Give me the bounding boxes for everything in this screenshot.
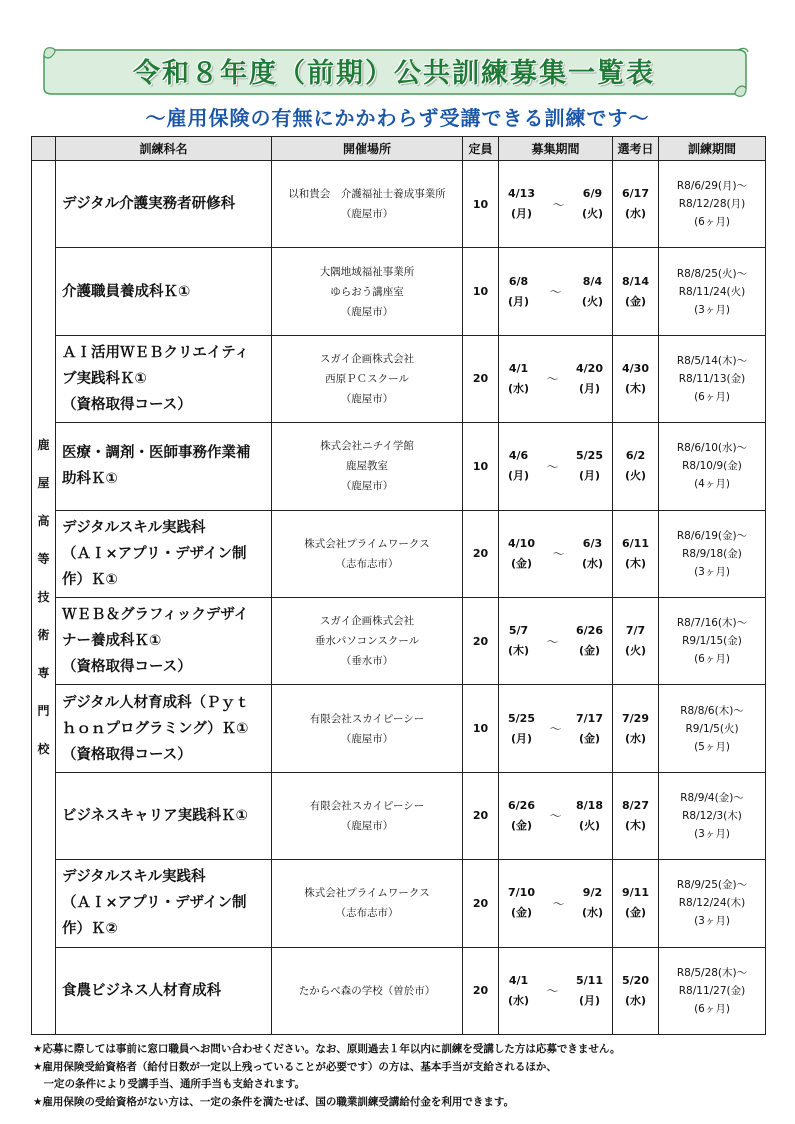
recruit-start-line: 4/6 <box>508 449 529 463</box>
training-period <box>659 685 766 772</box>
recruit-start <box>508 621 529 661</box>
training-period <box>659 772 766 859</box>
selection-date <box>613 860 659 947</box>
training-period-line: (3ヶ月) <box>694 915 730 928</box>
title-banner <box>38 44 750 102</box>
training-period-line: R8/6/29(月)～ <box>676 180 748 193</box>
venue-line: （志布志市） <box>335 557 399 570</box>
course-name-line: 作）Ｋ① <box>62 571 118 588</box>
training-period-line: R8/11/27(金) <box>678 984 746 997</box>
course-name-line: ｈｏｎプログラミング）Ｋ① <box>62 720 249 737</box>
selection-date <box>613 597 659 684</box>
training-period-line: (5ヶ月) <box>694 740 730 753</box>
page-title: 令和８年度（前期）公共訓練募集一覧表 <box>133 58 655 89</box>
recruit-end <box>576 796 603 836</box>
recruit-end-line: 6/9 <box>582 187 603 201</box>
course-name <box>56 597 272 684</box>
selection-date <box>613 947 659 1034</box>
capacity: 10 <box>463 423 499 510</box>
capacity: 20 <box>463 510 499 597</box>
venue <box>272 947 463 1034</box>
course-name-line: 作）Ｋ② <box>62 921 118 938</box>
capacity: 20 <box>463 772 499 859</box>
table-row <box>32 510 766 597</box>
table-row <box>32 597 766 684</box>
recruit-end <box>576 359 603 399</box>
recruit-tilde: ～ <box>549 285 562 300</box>
selection-date-line: (木) <box>624 381 647 395</box>
recruit-period <box>499 772 613 859</box>
venue <box>272 510 463 597</box>
recruit-end-line: 9/2 <box>582 886 603 900</box>
venue <box>272 597 463 684</box>
course-name <box>56 423 272 510</box>
recruit-period-wrap <box>499 709 612 749</box>
selection-date <box>613 161 659 248</box>
header-recruit-period: 募集期間 <box>499 137 613 161</box>
training-period-line: R8/9/18(金) <box>682 547 742 560</box>
course-name <box>56 860 272 947</box>
recruit-start-line: (月) <box>510 731 533 745</box>
selection-date <box>613 248 659 335</box>
selection-date <box>613 423 659 510</box>
recruit-end-line: (火) <box>581 207 603 221</box>
recruit-end-line: (月) <box>578 381 601 395</box>
note-line: ★応募に際しては事前に窓口職員へお問い合わせください。なお、原則過去１年以内に訓練を受講した方は応募できません。 <box>33 1043 621 1055</box>
recruit-end-line: (水) <box>581 906 603 920</box>
training-period-line: R8/9/4(金)～ <box>680 791 744 804</box>
recruit-tilde: ～ <box>552 547 565 562</box>
venue-line: （鹿屋市） <box>340 392 394 405</box>
venue-line: 株式会社ニチイ学館 <box>320 440 414 453</box>
venue-line: 垂水パソコンスクール <box>314 635 420 648</box>
course-name-line: ＷＥＢ＆グラフィックデザイ <box>62 607 249 624</box>
recruit-end-line: (火) <box>581 294 603 308</box>
recruit-start-line: (月) <box>508 294 530 308</box>
recruit-start-line: (木) <box>508 644 530 658</box>
venue-line: 以和貴会 介護福祉士養成事業所 <box>288 188 446 201</box>
course-name-line: デジタルスキル実践科 <box>62 519 206 536</box>
recruit-end-line: (月) <box>578 993 601 1007</box>
course-name-line: ブ実践科Ｋ① <box>62 370 147 387</box>
header-venue: 開催場所 <box>272 137 463 161</box>
selection-date-line: 8/27 <box>622 798 649 812</box>
recruit-end-line: (水) <box>581 556 603 570</box>
training-period-line: R9/1/5(火) <box>685 722 739 735</box>
selection-date-line: 7/29 <box>622 711 649 725</box>
school-name-char: 技 <box>37 590 50 605</box>
course-name <box>56 510 272 597</box>
recruit-tilde: ～ <box>546 634 559 649</box>
recruit-start <box>508 184 535 224</box>
training-period <box>659 860 766 947</box>
recruit-end <box>576 709 603 749</box>
recruit-end-line: 8/18 <box>576 798 603 812</box>
recruit-period <box>499 161 613 248</box>
training-period-line: R8/12/28(月) <box>678 198 746 211</box>
table-row <box>32 860 766 947</box>
venue-line: スガイ企画株式会社 <box>319 615 415 628</box>
venue <box>272 335 463 422</box>
recruit-start-line: 4/1 <box>508 361 529 375</box>
capacity: 10 <box>463 248 499 335</box>
selection-date-line: (火) <box>624 644 647 658</box>
school-name-char: 校 <box>37 742 50 757</box>
capacity: 20 <box>463 597 499 684</box>
course-name <box>56 248 272 335</box>
training-period <box>659 597 766 684</box>
capacity: 20 <box>463 860 499 947</box>
selection-date <box>613 335 659 422</box>
selection-date-line: (火) <box>624 469 647 483</box>
note-line: ★雇用保険受給資格者（給付日数が一定以上残っていることが必要です）の方は、基本手当が支給されるほか、 <box>33 1060 557 1073</box>
header-capacity: 定員 <box>463 137 499 161</box>
selection-date-line: 8/14 <box>622 274 649 288</box>
selection-date-line: 7/7 <box>625 624 646 638</box>
recruit-period <box>499 947 613 1034</box>
recruit-period <box>499 685 613 772</box>
recruit-period <box>499 335 613 422</box>
training-period <box>659 248 766 335</box>
course-name-line: 食農ビジネス人材育成科 <box>62 982 222 999</box>
capacity: 10 <box>463 161 499 248</box>
recruit-period-wrap <box>499 534 612 574</box>
course-name-line: デジタル人材育成科（Ｐｙｔ <box>62 694 250 711</box>
venue <box>272 685 463 772</box>
venue-line: （鹿屋市） <box>340 305 394 318</box>
selection-date-line: 4/30 <box>622 361 649 375</box>
training-period-line: R8/12/3(木) <box>682 809 742 822</box>
selection-date-line: 6/11 <box>622 536 649 550</box>
training-period-line: (6ヶ月) <box>694 653 730 666</box>
training-period-line: R8/9/25(金)～ <box>676 879 748 892</box>
venue <box>272 161 463 248</box>
venue-line: （志布志市） <box>335 907 399 920</box>
venue-line: 大隅地域福祉事業所 <box>319 265 415 278</box>
venue-line: （鹿屋市） <box>340 480 394 493</box>
recruit-start-line: (金) <box>510 556 533 570</box>
recruit-end <box>582 272 603 312</box>
recruit-end-line: (金) <box>578 731 601 745</box>
course-name-line: （資格取得コース） <box>62 659 192 676</box>
training-period-line: R8/6/19(金)～ <box>676 529 748 542</box>
course-name <box>56 685 272 772</box>
recruit-period <box>499 423 613 510</box>
selection-date-line: (水) <box>624 207 647 221</box>
training-period <box>659 947 766 1034</box>
course-name-line: 介護職員養成科Ｋ① <box>62 283 191 300</box>
course-name-line: デジタルスキル実践科 <box>62 869 206 886</box>
recruit-start-line: (金) <box>510 818 533 832</box>
school-name-char: 門 <box>37 704 50 719</box>
training-period-line: (3ヶ月) <box>694 827 730 840</box>
recruit-tilde: ～ <box>552 197 565 212</box>
course-name-line: ビジネスキャリア実践科Ｋ① <box>62 807 248 824</box>
notes <box>33 1041 773 1111</box>
venue-line: たからべ森の学校（曽於市） <box>298 984 436 997</box>
training-period-line: R8/8/6(木)～ <box>680 704 744 717</box>
page-subtitle: ～雇用保険の有無にかかわらず受講できる訓練です～ <box>145 106 650 130</box>
recruit-end <box>576 971 603 1011</box>
recruit-start-line: 5/7 <box>508 624 529 638</box>
selection-date <box>613 685 659 772</box>
training-period-line: R8/8/25(火)～ <box>676 267 748 280</box>
recruit-start <box>508 883 535 923</box>
recruit-period <box>499 860 613 947</box>
recruit-end <box>582 184 603 224</box>
course-name-line: ＡＩ活用ＷＥＢクリエイティ <box>62 344 250 361</box>
training-period <box>659 423 766 510</box>
recruit-period-wrap <box>499 272 612 312</box>
course-name-line: 医療・調剤・医師事務作業補 <box>62 445 251 462</box>
recruit-end-line: 6/3 <box>582 536 603 550</box>
recruit-end <box>576 446 603 486</box>
course-name <box>56 947 272 1034</box>
capacity: 10 <box>463 685 499 772</box>
selection-date-line: (木) <box>624 556 647 570</box>
venue-line: スガイ企画株式会社 <box>319 352 415 365</box>
venue-line: （鹿屋市） <box>340 819 394 832</box>
selection-date <box>613 510 659 597</box>
header-school-cell <box>32 137 56 161</box>
recruit-start-line: (月) <box>510 207 533 221</box>
school-name-char: 専 <box>37 666 50 681</box>
recruit-start-line: (金) <box>510 906 533 920</box>
recruit-start <box>508 796 535 836</box>
venue-line: 有限会社スカイピーシー <box>309 712 425 725</box>
training-period-line: R8/11/24(火) <box>678 285 746 298</box>
course-name-line: （資格取得コース） <box>62 746 192 763</box>
recruit-start <box>508 359 529 399</box>
recruit-end-line: (火) <box>578 818 601 832</box>
training-period-line: (6ヶ月) <box>694 390 730 403</box>
training-period-line: R8/10/9(金) <box>682 460 742 473</box>
school-name-char: 屋 <box>37 476 50 491</box>
school-name-char: 鹿 <box>37 438 50 453</box>
recruit-end <box>582 534 603 574</box>
selection-date-line: 9/11 <box>622 886 649 900</box>
venue-line: 有限会社スカイピーシー <box>309 799 425 812</box>
recruit-period-wrap <box>499 971 612 1011</box>
selection-date-line: 6/2 <box>625 449 646 463</box>
selection-date-line: (金) <box>624 294 647 308</box>
table-row <box>32 423 766 510</box>
venue-line: （鹿屋市） <box>340 732 394 745</box>
recruit-start-line: (月) <box>508 469 530 483</box>
recruit-period-wrap <box>499 883 612 923</box>
header-training-period: 訓練期間 <box>659 137 766 161</box>
recruit-end <box>576 621 603 661</box>
training-period-line: R8/12/24(木) <box>678 897 746 910</box>
venue-line: ゆらおう講座室 <box>330 285 404 298</box>
selection-date-line: 6/17 <box>622 187 649 201</box>
recruit-start-line: 4/1 <box>508 973 529 987</box>
table-row <box>32 161 766 248</box>
table-row <box>32 248 766 335</box>
venue-line: 株式会社プライムワークス <box>304 887 430 900</box>
recruit-end-line: 5/11 <box>576 973 603 987</box>
recruit-end-line: 7/17 <box>576 711 603 725</box>
course-table <box>31 136 766 1035</box>
recruit-end-line: 5/25 <box>576 449 603 463</box>
training-period-line: R8/7/16(木)～ <box>676 617 748 630</box>
table-row <box>32 335 766 422</box>
recruit-period <box>499 510 613 597</box>
header-course: 訓練科名 <box>56 137 272 161</box>
course-name-line: デジタル介護実務者研修科 <box>62 196 236 213</box>
venue <box>272 860 463 947</box>
table-row <box>32 772 766 859</box>
recruit-start-line: (水) <box>508 381 530 395</box>
recruit-start-line: 6/26 <box>508 798 535 812</box>
training-period-line: R8/11/13(金) <box>678 372 746 385</box>
course-name-line: （ＡＩ×アプリ・デザイン制 <box>62 895 247 912</box>
recruit-period-wrap <box>499 184 612 224</box>
training-period-line: (3ヶ月) <box>694 303 730 316</box>
venue <box>272 423 463 510</box>
note-line: 一定の条件により受講手当、通所手当も支給されます。 <box>33 1078 306 1090</box>
training-period <box>659 510 766 597</box>
recruit-start <box>508 971 529 1011</box>
training-period <box>659 161 766 248</box>
recruit-tilde: ～ <box>552 896 565 911</box>
recruit-start-line: 5/25 <box>508 711 535 725</box>
recruit-end-line: 4/20 <box>576 361 603 375</box>
training-period-line: R8/5/14(木)～ <box>676 354 748 367</box>
training-period-line: (6ヶ月) <box>694 1002 730 1015</box>
table-header-row <box>32 137 766 161</box>
school-name-char: 高 <box>37 514 50 529</box>
course-name <box>56 335 272 422</box>
school-name-char: 術 <box>37 628 50 643</box>
recruit-tilde: ～ <box>549 809 562 824</box>
table-row <box>32 947 766 1034</box>
training-period-line: (4ヶ月) <box>694 478 730 491</box>
training-period <box>659 335 766 422</box>
training-period-line: (3ヶ月) <box>694 565 730 578</box>
recruit-end-line: (金) <box>578 644 601 658</box>
venue-line: （鹿屋市） <box>340 208 394 221</box>
recruit-start-line: 6/8 <box>508 274 529 288</box>
selection-date-line: (水) <box>624 731 647 745</box>
recruit-start <box>508 709 535 749</box>
table-body <box>32 161 766 1035</box>
recruit-start-line: 4/13 <box>508 187 535 201</box>
school-name-char: 等 <box>37 552 50 567</box>
venue <box>272 248 463 335</box>
recruit-period-wrap <box>499 621 612 661</box>
recruit-period <box>499 597 613 684</box>
recruit-end-line: 8/4 <box>582 274 603 288</box>
recruit-tilde: ～ <box>546 372 559 387</box>
recruit-period-wrap <box>499 446 612 486</box>
capacity: 20 <box>463 335 499 422</box>
selection-date-line: (木) <box>624 818 647 832</box>
recruit-tilde: ～ <box>546 459 559 474</box>
training-period-line: R8/6/10(水)～ <box>676 442 748 455</box>
venue-line: （垂水市） <box>340 655 394 668</box>
selection-date-line: 5/20 <box>622 973 649 987</box>
course-name-line: （資格取得コース） <box>62 396 192 413</box>
recruit-start-line: (水) <box>508 993 530 1007</box>
recruit-start <box>508 446 529 486</box>
course-name <box>56 161 272 248</box>
selection-date-line: (金) <box>624 906 647 920</box>
training-period-line: R8/5/28(木)～ <box>676 966 748 979</box>
table-row <box>32 685 766 772</box>
recruit-start <box>508 534 535 574</box>
recruit-period-wrap <box>499 796 612 836</box>
header-selection-date: 選考日 <box>613 137 659 161</box>
recruit-start-line: 7/10 <box>508 886 535 900</box>
course-name-line: ナー養成科Ｋ① <box>62 633 162 650</box>
recruit-period-wrap <box>499 359 612 399</box>
training-period-line: R9/1/15(金) <box>682 635 742 648</box>
course-name-line: （ＡＩ×アプリ・デザイン制 <box>62 545 247 562</box>
capacity: 20 <box>463 947 499 1034</box>
recruit-start <box>508 272 529 312</box>
venue-line: 西原ＰＣスクール <box>325 372 409 385</box>
selection-date-line: (水) <box>624 993 647 1007</box>
recruit-period <box>499 248 613 335</box>
course-name-line: 助科Ｋ① <box>62 471 118 488</box>
venue-line: 株式会社プライムワークス <box>304 537 430 550</box>
recruit-end-line: 6/26 <box>576 624 603 638</box>
selection-date <box>613 772 659 859</box>
course-name <box>56 772 272 859</box>
recruit-end-line: (月) <box>578 469 601 483</box>
recruit-start-line: 4/10 <box>508 536 535 550</box>
recruit-tilde: ～ <box>546 984 559 999</box>
school-name-cell <box>32 161 56 1035</box>
venue <box>272 772 463 859</box>
training-period-line: (6ヶ月) <box>694 216 730 229</box>
recruit-tilde: ～ <box>549 722 562 737</box>
recruit-end <box>582 883 603 923</box>
venue-line: 鹿屋教室 <box>346 460 388 473</box>
note-line: ★雇用保険の受給資格がない方は、一定の条件を満たせば、国の職業訓練受講給付金を利用できます。 <box>33 1095 515 1108</box>
